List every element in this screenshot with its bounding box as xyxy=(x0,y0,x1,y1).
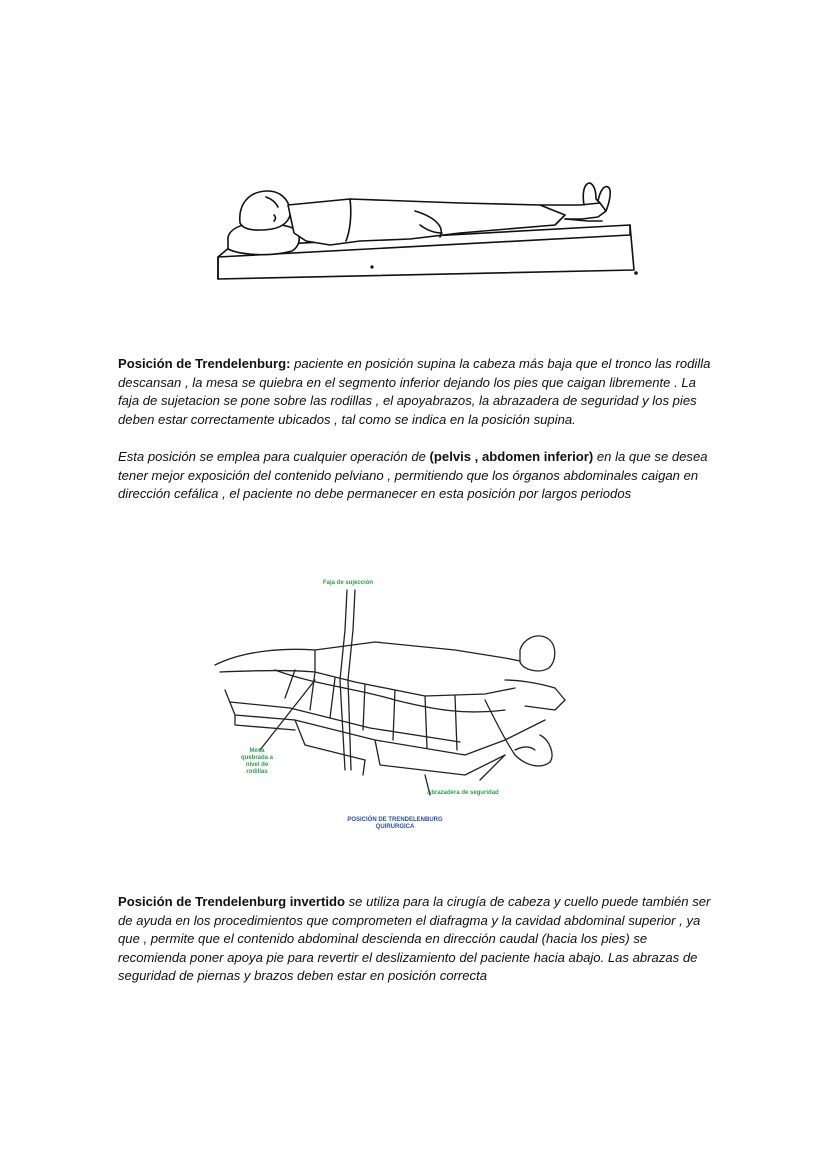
figure-caption-line2: QUIRURGICA xyxy=(375,824,415,830)
supine-position-figure xyxy=(210,175,650,287)
trendelenburg-description xyxy=(118,355,718,429)
usage-bold-region: (pelvis , abdomen inferior) xyxy=(429,449,594,464)
trendelenburg-usage xyxy=(118,448,718,504)
trendelenburg-drawing xyxy=(205,570,585,835)
table-label-line: Mesa xyxy=(249,748,265,754)
table-label-line: rodillas xyxy=(246,769,268,775)
table-label-line: nivel de xyxy=(245,762,269,768)
strap-label: Faja de sujección xyxy=(323,580,374,586)
figure-caption-line1: POSICIÓN DE TRENDELENBURG xyxy=(347,817,443,823)
table-label-line: quebrada a xyxy=(240,755,274,761)
table-label xyxy=(241,748,274,775)
clamp-label: Abrazadera de seguridad xyxy=(427,790,499,796)
inverted-title: Posición de Trendelenburg invertido xyxy=(118,894,345,909)
usage-suffix: en la que se desea tener mejor exposición del contenido pelviano , permitiendo que los órganos abdominales caigan en dirección cefálica , el paciente no debe permanecer en esta posición por largos periodos xyxy=(118,449,708,501)
trendelenburg-title: Posición de Trendelenburg: xyxy=(118,356,291,371)
trendelenburg-text: paciente en posición supina la cabeza más baja que el tronco las rodilla descansan , la mesa se quiebra en el segmento inferior dejando los pies que caigan libremente . La faja de sujetacion se pone sobre las rodillas , el apoyabrazos, la abrazadera de seguridad y los pies deben estar correctamente ubicados , tal como se indica en la posición supina. xyxy=(118,356,711,427)
supine-patient-drawing xyxy=(210,175,650,287)
trendelenburg-figure xyxy=(205,570,585,835)
inverted-trendelenburg-description xyxy=(118,893,718,986)
inverted-text: se utiliza para la cirugía de cabeza y cuello puede también ser de ayuda en los procedimientos que comprometen el diafragma y la cavidad abdominal superior , ya que , permite que el contenido abdominal descienda en dirección caudal (hacia los pies) se recomienda poner apoya pie para revertir el deslizamiento del paciente hacia abajo. Las abrazas de seguridad de piernas y brazos deben estar en posición correcta xyxy=(118,894,711,983)
usage-prefix: Esta posición se emplea para cualquier operación de xyxy=(118,449,430,464)
